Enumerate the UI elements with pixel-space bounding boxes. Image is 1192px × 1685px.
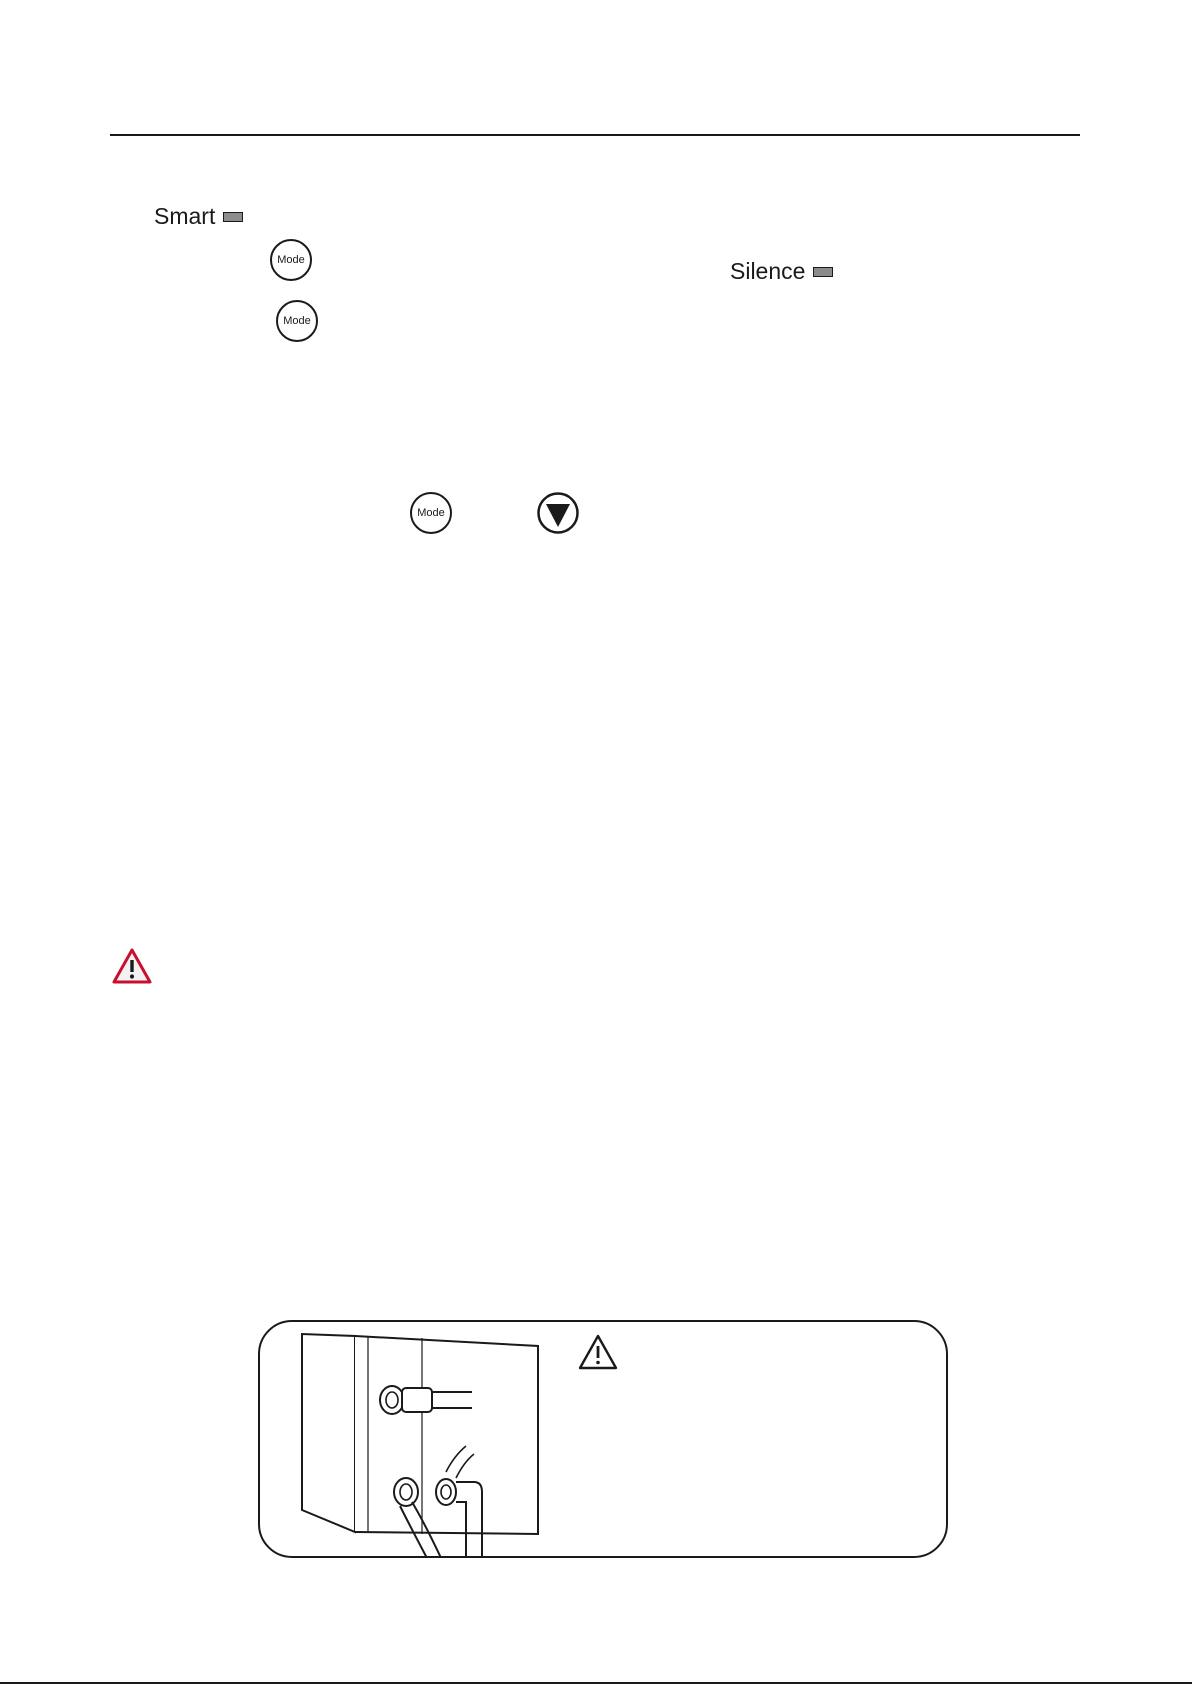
mode-button-icon bbox=[270, 239, 312, 281]
mode-button-icon bbox=[276, 300, 318, 342]
mode-button-label: Mode bbox=[277, 254, 305, 266]
callout-box bbox=[258, 1320, 948, 1558]
smart-indicator bbox=[154, 205, 243, 228]
silence-label: Silence bbox=[730, 258, 806, 284]
footer-rule bbox=[0, 1682, 1192, 1684]
mode-button-label: Mode bbox=[283, 315, 311, 327]
smart-label: Smart bbox=[154, 203, 216, 229]
down-arrow-icon bbox=[537, 492, 579, 534]
header-rule bbox=[110, 134, 1080, 136]
warning-icon bbox=[578, 1334, 618, 1370]
smart-indicator-light-icon bbox=[223, 212, 243, 222]
mode-button-label: Mode bbox=[417, 507, 445, 519]
unit-pipe-illustration bbox=[260, 1322, 560, 1558]
mode-button-icon bbox=[410, 492, 452, 534]
silence-indicator-light-icon bbox=[813, 267, 833, 277]
silence-indicator bbox=[730, 260, 833, 283]
warning-icon bbox=[112, 948, 152, 984]
